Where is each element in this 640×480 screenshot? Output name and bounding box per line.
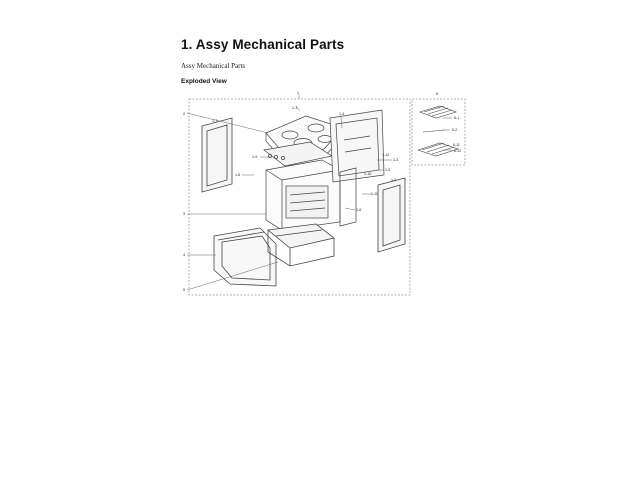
callout-1-12: 1-12 [382,153,390,157]
callout-1-1: 1-1 [292,106,298,110]
section-subtitle: Assy Mechanical Parts [181,62,246,70]
callout-1-10: 1-10 [364,172,372,176]
callout-6-1: 6-1 [454,116,460,120]
callout-6-11: 6-11 [453,143,460,147]
callout-1-7: 1-7 [212,119,218,123]
callout-6-2: 6-2 [452,128,458,132]
callout-3: 3 [183,212,185,216]
drawer-part [268,224,334,266]
oven-body-part [266,160,340,230]
callout-1-6: 1-6 [356,208,362,212]
callout-4: 4 [183,253,185,257]
callout-1-4: 1-4 [339,112,345,116]
back-panel-part [330,110,384,182]
callout-1-8: 1-8 [235,173,241,177]
callout-1-11: 1-11 [371,192,378,196]
callout-1-5: 1-5 [385,168,391,172]
callout-1-9: 1-9 [252,155,258,159]
callout-6-12: 6-12 [454,149,462,153]
callout-1-2: 1-2 [391,178,397,182]
oven-door-part [214,228,276,286]
callout-5: 5 [183,288,185,292]
callout-1: 1 [297,91,299,95]
callout-6: 6 [436,92,438,96]
exploded-view-label: Exploded View [181,78,227,85]
page-title: 1. Assy Mechanical Parts [181,37,345,52]
left-side-panel-part [202,118,232,192]
callout-1-3: 1-3 [393,158,399,162]
callout-2: 2 [183,112,185,116]
right-side-panel-part [378,178,405,252]
